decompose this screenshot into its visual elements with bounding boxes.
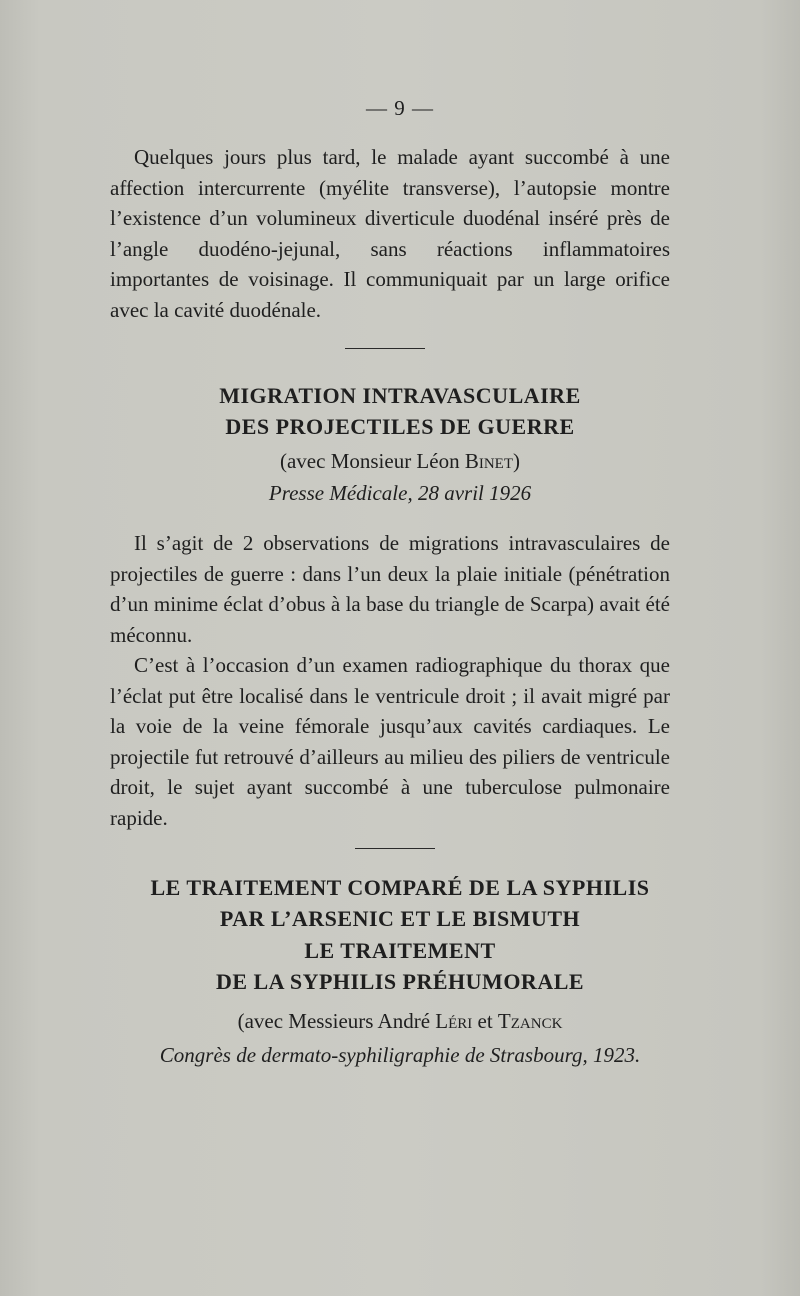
section2-coauthor-prefix: (avec Messieurs André: [237, 1009, 436, 1033]
section1-coauthor-prefix: (avec Monsieur Léon: [279, 449, 465, 473]
section2-coauthor-name2: Tzanck: [497, 1009, 563, 1033]
section1-title-line1: MIGRATION INTRAVASCULAIRE: [219, 383, 581, 408]
section1-coauthor-suffix: ): [513, 449, 521, 473]
section1-coauthors: [100, 446, 700, 476]
section2-title-line4: DE LA SYPHILIS PRÉHUMORALE: [215, 969, 585, 994]
intro-paragraph: Quelques jours plus tard, le malade ayant succombé à une affection intercurrente (myélite transverse), l’autopsie montre l’existence d’un volumineux diverticule duodénal inséré près de l’angle duodéno-jejunal, sans réactions inflammatoires importantes de voisinage. Il communiquait par un large orifice avec la cavité duodénale.: [110, 145, 670, 322]
section-divider-2: [355, 848, 435, 849]
section1-body: [110, 528, 670, 833]
section1-coauthor-name: Binet: [464, 449, 514, 473]
section1-paragraph-1: Il s’agit de 2 observations de migrations intravasculaires de projectiles de guerre : dans l’un deux la plaie initiale (pénétration d’un minime éclat d’obus à la base du triangle de Scarpa) avait été méconnu.: [110, 531, 670, 647]
section-divider-1: [345, 348, 425, 349]
section2-coauthor-mid: et: [472, 1009, 498, 1033]
section1-title-line2: DES PROJECTILES DE GUERRE: [225, 414, 575, 439]
section2-title-line2: PAR L’ARSENIC ET LE BISMUTH: [219, 906, 581, 931]
section2-title-line1: LE TRAITEMENT COMPARÉ DE LA SYPHILIS: [150, 875, 650, 900]
section2-coauthors: [100, 1006, 700, 1036]
intro-paragraph-block: [110, 142, 670, 325]
page-number: — 9 —: [366, 96, 434, 120]
section2-coauthor-name1: Léri: [435, 1009, 473, 1033]
section2-title-line3: LE TRAITEMENT: [304, 938, 496, 963]
section1-paragraph-2: C’est à l’occasion d’un examen radiographique du thorax que l’éclat put être localisé dans le ventricule droit ; il avait migré par la voie de la veine fémorale jusqu’aux cavités cardiaques. Le projectile fut retrouvé d’ailleurs au milieu des piliers de ventricule droit, le sujet ayant succombé à une tuberculose pulmonaire rapide.: [110, 653, 670, 830]
section1-citation: Presse Médicale, 28 avril 1926: [268, 481, 532, 505]
section2-citation: Congrès de dermato-syphiligraphie de Strasbourg, 1923.: [159, 1043, 641, 1067]
